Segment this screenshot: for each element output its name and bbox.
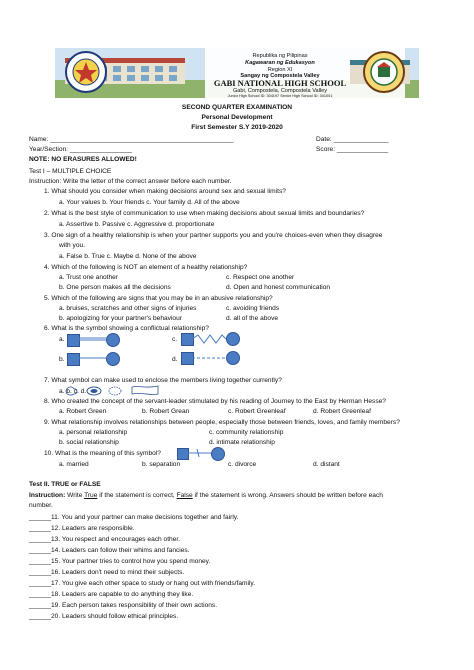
zigzag-line-icon (192, 333, 226, 345)
dashed-line-icon (192, 352, 226, 364)
school-seal-logo (363, 51, 405, 93)
female-circle-icon (106, 333, 120, 347)
tf-item-12[interactable]: ______12. Leaders are responsible. (29, 525, 135, 532)
question-1: 1. What should you consider when making decisions around sex and sexual limits? (44, 188, 286, 195)
question-5-option-d: d. all of the above (226, 315, 279, 322)
instruction-text: if the statement is correct, (97, 492, 177, 499)
relationship-line-icon (78, 353, 106, 363)
question-6-option-a-label: a. (59, 336, 65, 343)
question-2-options: a. Assertive b. Passive c. Aggressive d. proportionate (59, 221, 215, 228)
region-text: Region XI (267, 67, 293, 73)
tf-item-15[interactable]: ______15. Your partner tries to control how you spend money. (29, 558, 211, 565)
question-5: 5. Which of the following are signs that you may be in an abusive relationship? (44, 295, 273, 302)
tf-item-16[interactable]: ______16. Leaders don't need to mind their subjects. (29, 569, 185, 576)
question-4-option-a: a. Trust one another (59, 274, 119, 281)
date-field[interactable]: Date: _______________ (316, 136, 389, 143)
instruction-text: if the statement is wrong. Answers should be written before each (192, 492, 383, 499)
true-word: True (84, 492, 98, 499)
question-7-options: a. b. c. d. (59, 388, 87, 395)
female-circle-icon (106, 352, 120, 366)
irregular-shape-icon (65, 386, 79, 396)
relationship-line-icon (78, 335, 106, 345)
question-4-option-d: d. Open and honest communication (226, 284, 331, 291)
question-8: 8. Who created the concept of the servant-leader stimulated by his reading of Journey to the East by Herman Hesse? (44, 398, 386, 405)
question-10: 10. What is the meaning of this symbol? (44, 450, 161, 457)
question-9-option-d: d. intimate relationship (209, 439, 275, 446)
question-2: 2. What is the best style of communication to use when making decisions about sexual limits and boundaries? (44, 210, 365, 217)
wavy-rectangle-icon (131, 385, 159, 396)
tf-item-11[interactable]: ______11. You and your partner can make decisions together and fairly. (29, 514, 239, 521)
division-text: Sangay ng Compostela Valley (240, 73, 320, 79)
question-9-option-c: c. community relationship (209, 429, 284, 436)
question-4: 4. Which of the following is NOT an element of a healthy relationship? (44, 264, 248, 271)
question-9-option-a: a. personal relationship (59, 429, 128, 436)
question-6-option-d-label: d. (172, 356, 178, 363)
tf-item-14[interactable]: ______14. Leaders can follow their whims and fancies. (29, 547, 190, 554)
school-address: Gabi, Compostela, Compostela Valley (232, 88, 328, 94)
female-circle-icon (226, 332, 240, 346)
question-8-option-b: b. Robert Grean (142, 408, 190, 415)
score-field[interactable]: Score: ______________ (316, 146, 389, 153)
question-6: 6. What is the symbol showing a conflictual relationship? (44, 325, 209, 332)
question-1-options: a. Your values b. Your friends c. Your family d. All of the above (59, 199, 240, 206)
question-10-option-d: d. distant (313, 461, 340, 468)
tf-item-19[interactable]: ______19. Each person takes responsibility of their own actions. (29, 602, 218, 609)
female-circle-icon (211, 447, 225, 461)
exam-title: SECOND QUARTER EXAMINATION (181, 104, 293, 111)
question-8-option-a: a. Robert Green (59, 408, 107, 415)
school-name: GABI NATIONAL HIGH SCHOOL (213, 78, 347, 88)
question-3: 3. One sign of a healthy relationship is when your partner supports you and you're choices-even when they disagree (44, 232, 383, 239)
test1-heading: Test I – MULTIPLE CHOICE (29, 168, 112, 175)
question-9: 9. What relationship involves relationships between people, especially those between friends, loves, and family members? (44, 419, 400, 426)
note-text: NOTE: NO ERASURES ALLOWED! (29, 156, 137, 163)
tf-item-17[interactable]: ______17. You give each other space to study or hang out with friends/family. (29, 580, 256, 587)
department-text: Kagawaran ng Edukasyon (245, 60, 315, 66)
false-word: False (176, 492, 193, 499)
separation-line-icon (187, 447, 211, 459)
tf-item-20[interactable]: ______20. Leaders should follow ethical principles. (29, 613, 179, 620)
subject-title: Personal Development (201, 114, 273, 121)
question-10-option-c: c. divorce (228, 461, 257, 468)
question-5-option-a: a. bruises, scratches and other signs of injuries (59, 305, 197, 312)
question-5-option-b: b. apologizing for your partner's behaviour (59, 315, 182, 322)
question-3-options: a. False b. True c. Maybe d. None of the above (59, 253, 197, 260)
dotted-oval-icon (108, 386, 122, 396)
question-4-option-c: c. Respect one another (226, 274, 295, 281)
question-7: 7. What symbol can make used to enclose the members living together currently? (44, 377, 282, 384)
deped-seal-logo (65, 51, 107, 93)
question-10-option-a: a. married (59, 461, 89, 468)
question-8-option-d: d. Robert Greenleaf (313, 408, 371, 415)
question-6-option-c-label: c. (172, 336, 178, 343)
school-ids: Junior High School ID: 304197 Senior High School ID: 341001 (227, 94, 333, 98)
test2-instruction (29, 492, 383, 500)
republic-text: Republika ng Pilipinas (252, 53, 308, 59)
tf-item-18[interactable]: ______18. Leaders are capable to do anything they like. (29, 591, 194, 598)
question-9-option-b: b. social relationship (59, 439, 119, 446)
question-4-option-b: b. One person makes all the decisions (59, 284, 171, 291)
test2-heading: Test II. TRUE or FALSE (29, 481, 101, 488)
test1-instruction: Instruction: Write the letter of the correct answer before each number. (29, 178, 232, 185)
semester-title: First Semester S.Y 2019-2020 (191, 124, 283, 131)
instruction-text: Write (65, 492, 85, 499)
test2-instruction-continued: number. (29, 502, 53, 509)
tf-item-13[interactable]: ______13. You respect and encourages each other. (29, 536, 181, 543)
oval-ring-icon (86, 386, 102, 396)
instruction-label: Instruction: (29, 492, 66, 499)
year-section-field[interactable]: Year/Section: _________________ (29, 146, 133, 153)
question-3-continued: with you. (59, 242, 86, 249)
question-6-option-b-label: b. (59, 356, 65, 363)
female-circle-icon (226, 351, 240, 365)
name-field[interactable]: Name: __________________________________________________ (29, 136, 234, 143)
question-8-option-c: c. Robert Greenleaf (228, 408, 286, 415)
question-5-option-c: c. avoiding friends (226, 305, 280, 312)
question-10-option-b: b. separation (142, 461, 181, 468)
